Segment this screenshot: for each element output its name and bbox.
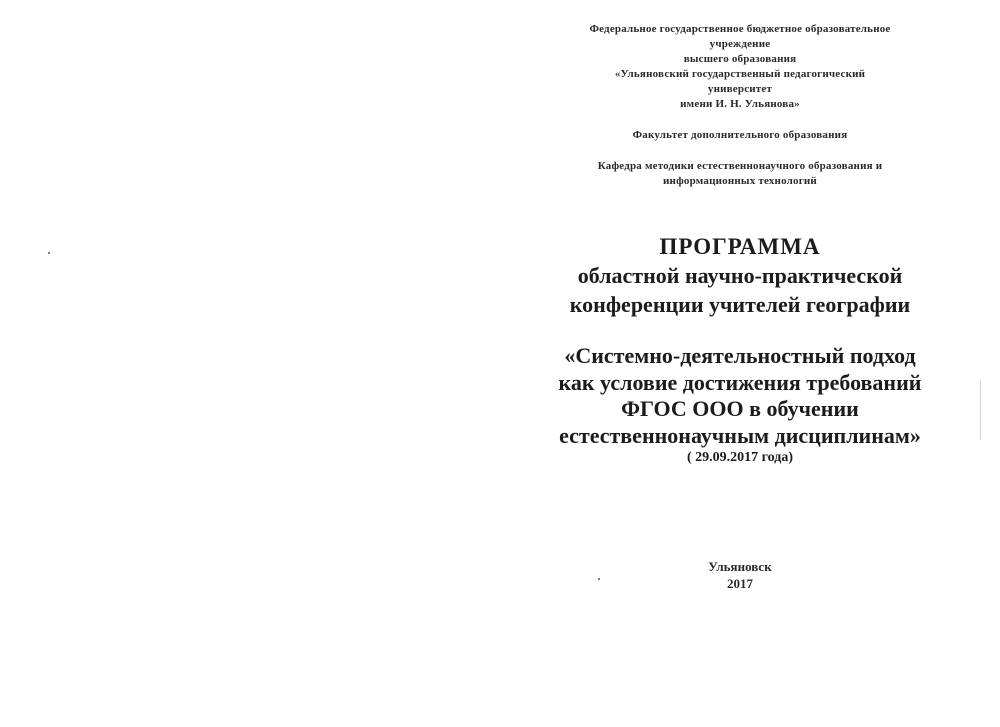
institution-line: университет (707, 83, 773, 95)
imprint-city: Ульяновск (708, 559, 772, 574)
institution-line: Федеральное государственное бюджетное образовательное (589, 23, 891, 35)
institution-line: имени И. Н. Ульянова» (680, 98, 800, 110)
title-page (480, 0, 1000, 727)
title-main: ПРОГРАММА (659, 234, 821, 259)
conference-theme (480, 343, 1000, 467)
faculty-name (480, 128, 1000, 143)
institution-header (480, 22, 1000, 112)
program-title (480, 232, 1000, 319)
department-line: Кафедра методики естественнонаучного образования и (597, 160, 883, 172)
department-line: информационных технологий (663, 175, 817, 187)
theme-line: естественнонаучным дисциплинам» (559, 422, 921, 448)
institution-line: учреждение (709, 38, 771, 50)
page-crease (980, 380, 981, 440)
institution-line: «Ульяновский государственный педагогический (614, 68, 866, 80)
title-line: конференции учителей географии (569, 292, 911, 317)
department-name (480, 159, 1000, 189)
institution-line: высшего образования (683, 53, 797, 65)
conference-date: ( 29.09.2017 года) (686, 450, 793, 465)
theme-line: «Системно-деятельностный подход (564, 343, 916, 368)
theme-line: ФГОС ООО в обучении (621, 396, 859, 421)
faculty-line: Факультет дополнительного образования (632, 129, 848, 141)
title-line: областной научно-практической (577, 263, 903, 288)
scan-speck (48, 252, 50, 254)
imprint (480, 558, 1000, 592)
scan-speck (598, 578, 600, 580)
theme-line: как условие достижения требований (558, 369, 922, 395)
imprint-year: 2017 (727, 576, 753, 591)
